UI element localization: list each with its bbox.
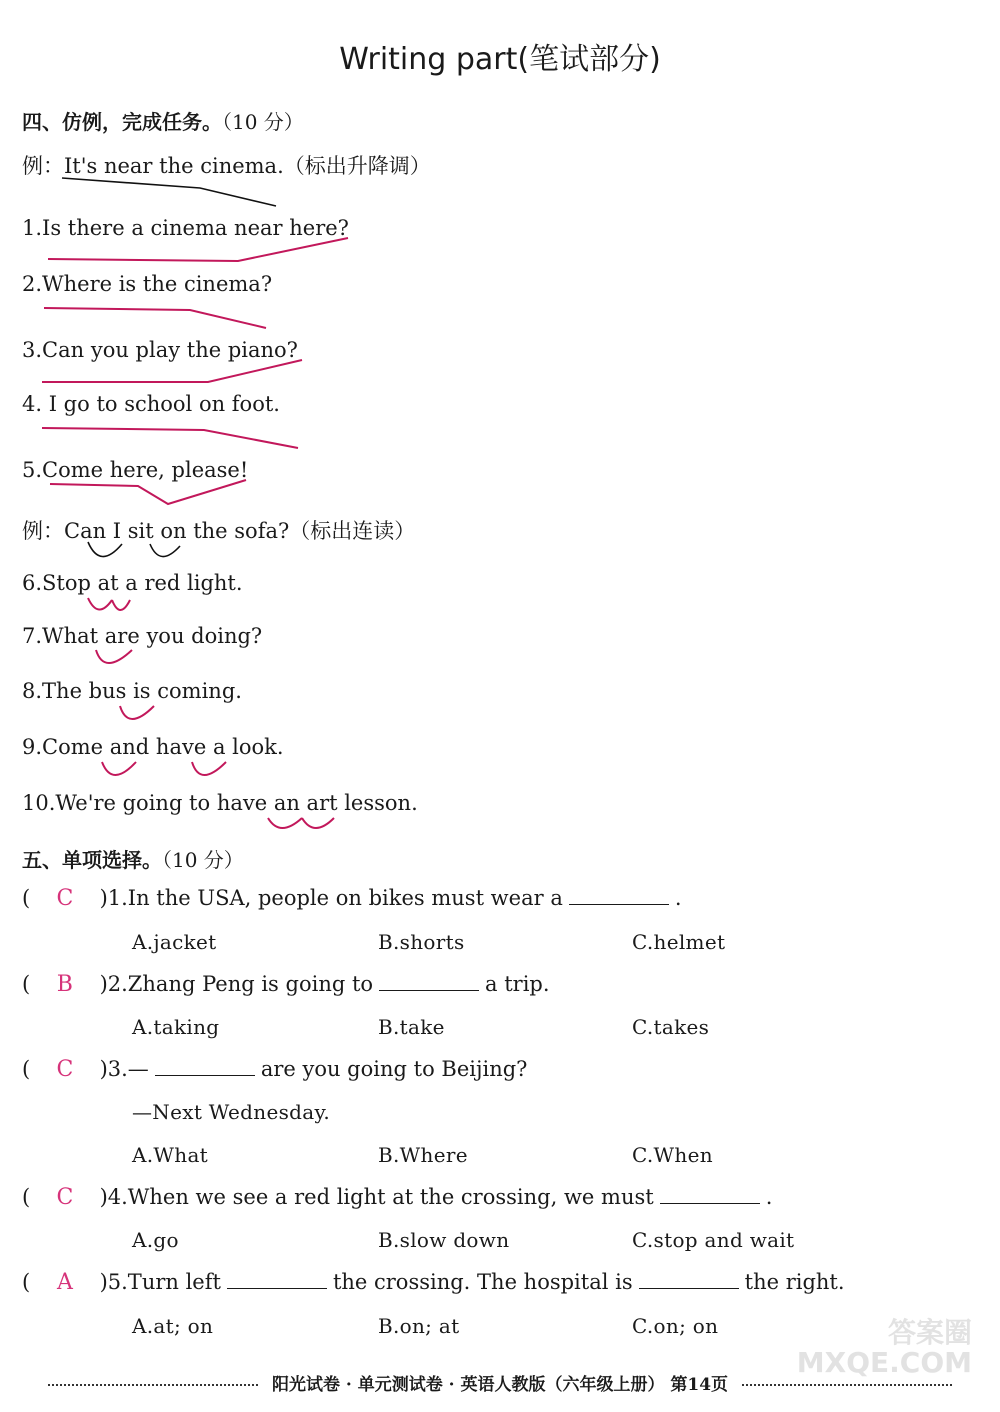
- footer-dotted-rule: [742, 1384, 952, 1386]
- intonation-item-1: 1.Is there a cinema near here?: [22, 216, 349, 240]
- linking-mark: [112, 600, 130, 610]
- answer-bracket-open: (: [22, 1270, 31, 1294]
- question-4: [22, 1185, 772, 1210]
- falling-intonation-mark: [50, 480, 246, 504]
- example-linking-mark: [88, 542, 122, 557]
- question-4-end: .: [765, 1185, 773, 1209]
- linking-mark: [268, 818, 302, 828]
- option-c: C.When: [632, 1143, 713, 1167]
- answer-3: C: [56, 1057, 74, 1082]
- answer-blank: [569, 904, 669, 905]
- watermark: [797, 1318, 972, 1378]
- answer-blank: [639, 1288, 739, 1289]
- question-3-reply: —Next Wednesday.: [132, 1100, 331, 1124]
- question-5-end: the right.: [744, 1270, 845, 1294]
- linking-mark: [102, 762, 136, 775]
- linking-item-8: 8.The bus is coming.: [22, 679, 242, 703]
- rising-intonation-mark: [48, 238, 348, 261]
- footer-dotted-rule: [48, 1384, 258, 1386]
- option-c: C.stop and wait: [632, 1228, 795, 1252]
- linking-mark: [120, 706, 154, 719]
- intonation-item-4: 4. I go to school on foot.: [22, 392, 280, 416]
- example-linking-mark: [150, 544, 180, 557]
- answer-blank: [379, 990, 479, 991]
- watermark-line-2: MXQE.COM: [796, 1346, 972, 1379]
- answer-2: B: [56, 972, 73, 997]
- question-2-end: a trip.: [485, 972, 550, 996]
- linking-item-7: 7.What are you doing?: [22, 624, 263, 648]
- question-5-mid: the crossing. The hospital is: [332, 1270, 633, 1294]
- footer-text: 阳光试卷 · 单元测试卷 · 英语人教版（六年级上册） 第14页: [271, 1375, 729, 1395]
- page-footer: [48, 1370, 952, 1395]
- linking-item-9: 9.Come and have a look.: [22, 735, 284, 759]
- falling-intonation-mark: [42, 428, 298, 448]
- option-a: A.go: [132, 1228, 179, 1252]
- rising-intonation-mark: [42, 360, 302, 382]
- answer-5: A: [56, 1270, 73, 1295]
- answer-1: C: [56, 886, 74, 911]
- option-c: C.on; on: [632, 1314, 719, 1338]
- answer-blank: [155, 1075, 255, 1076]
- answer-bracket-open: (: [22, 972, 31, 996]
- intonation-item-2: 2.Where is the cinema?: [22, 272, 273, 296]
- linking-mark: [192, 762, 226, 775]
- answer-blank: [227, 1288, 327, 1289]
- question-3-end: are you going to Beijing?: [260, 1057, 528, 1081]
- watermark-line-1: 答案圈: [887, 1316, 972, 1349]
- question-2: [22, 972, 550, 997]
- linking-mark: [88, 598, 112, 610]
- question-3: [22, 1057, 527, 1082]
- section-4-points: （10 分）: [222, 110, 304, 134]
- option-b: B.slow down: [378, 1228, 510, 1252]
- option-b: B.Where: [378, 1143, 468, 1167]
- question-1: [22, 886, 682, 911]
- intonation-item-5: 5.Come here, please!: [22, 458, 249, 482]
- section-5-points: （10 分）: [162, 848, 244, 872]
- option-c: C.helmet: [632, 930, 726, 954]
- example-intonation-line: [62, 178, 276, 206]
- answer-blank: [660, 1203, 760, 1204]
- answer-bracket-open: (: [22, 886, 31, 910]
- section-4-heading-text: 四、仿例，完成任务。: [22, 110, 222, 134]
- linking-mark: [96, 650, 132, 663]
- linking-mark: [302, 818, 334, 828]
- section-5-heading: [22, 844, 244, 873]
- question-5: [22, 1270, 845, 1295]
- linking-item-10: 10.We're going to have an art lesson.: [22, 791, 418, 815]
- question-5-text: )5.Turn left: [99, 1270, 221, 1294]
- option-a: A.jacket: [132, 930, 217, 954]
- option-b: B.on; at: [378, 1314, 460, 1338]
- option-a: A.taking: [132, 1015, 220, 1039]
- answer-bracket-open: (: [22, 1185, 31, 1209]
- answer-bracket-open: (: [22, 1057, 31, 1081]
- intonation-item-3: 3.Can you play the piano?: [22, 338, 298, 362]
- option-c: C.takes: [632, 1015, 710, 1039]
- linking-item-6: 6.Stop at a red light.: [22, 571, 243, 595]
- section-5-heading-text: 五、单项选择。: [22, 848, 162, 872]
- answer-4: C: [56, 1185, 74, 1210]
- linking-example: 例：Can I sit on the sofa?（标出连读）: [22, 519, 416, 543]
- question-4-text: )4.When we see a red light at the crossing, we must: [99, 1185, 654, 1209]
- question-3-text: )3.—: [99, 1057, 149, 1081]
- option-a: A.at; on: [132, 1314, 214, 1338]
- question-2-text: )2.Zhang Peng is going to: [99, 972, 374, 996]
- option-b: B.take: [378, 1015, 445, 1039]
- falling-intonation-mark: [44, 308, 266, 328]
- question-1-text: )1.In the USA, people on bikes must wear a: [99, 886, 563, 910]
- page-title: Writing part(笔试部分): [339, 42, 661, 77]
- option-a: A.What: [132, 1143, 208, 1167]
- question-1-end: .: [674, 886, 682, 910]
- intonation-example: 例：It's near the cinema.（标出升降调）: [22, 154, 431, 178]
- option-b: B.shorts: [378, 930, 465, 954]
